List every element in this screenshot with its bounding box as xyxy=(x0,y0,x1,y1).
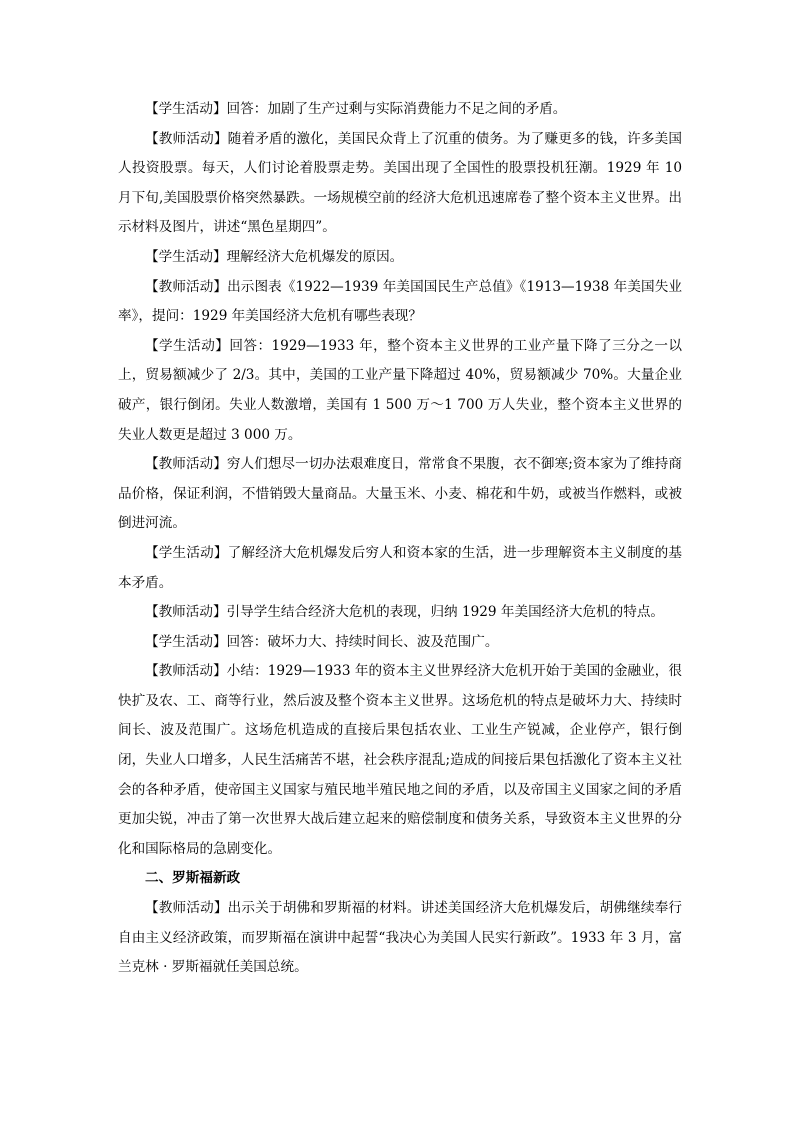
paragraph-teacher-guide-features: 【教师活动】引导学生结合经济大危机的表现，归纳 1929 年美国经济大危机的特点。 xyxy=(145,604,665,621)
paragraph-teacher-charts-question: 【教师活动】出示图表《1922—1939 年美国国民生产总值》《1913—1938 年美国失业率》，提问：1929 年美国经济大危机有哪些表现？ xyxy=(118,278,682,325)
paragraph-student-answer-1: 【学生活动】回答：加剧了生产过剩与实际消费能力不足之间的矛盾。 xyxy=(145,101,567,117)
paragraph-teacher-roosevelt: 【教师活动】出示关于胡佛和罗斯福的材料。讲述美国经济大危机爆发后，胡佛继续奉行自由主义经济政策，而罗斯福在演讲中起誓“我决心为美国人民实行新政”。1933 年 3 月，富兰克林 · 罗斯福就任美国总统。 xyxy=(118,900,682,976)
paragraph-student-answer-features: 【学生活动】回答：破坏力大、持续时间长、波及范围广。 xyxy=(145,633,499,650)
paragraph-teacher-stock-crash: 【教师活动】随着矛盾的激化，美国民众背上了沉重的债务。为了赚更多的钱，许多美国人投资股票。每天，人们讨论着股票走势。美国出现了全国性的股票投机狂潮。1929 年 10 月下旬,美国股票价格突然暴跌。一场规模空前的经济大危机迅速席卷了整个资本主义世界。出示材料及图片，讲述“黑色星期四”。 xyxy=(118,130,682,236)
paragraph-student-understand-cause: 【学生活动】理解经济大危机爆发的原因。 xyxy=(145,248,404,265)
document-body xyxy=(118,95,682,983)
section-heading: 二、罗斯福新政 xyxy=(145,870,241,887)
paragraph-teacher-summary: 【教师活动】小结：1929—1933 年的资本主义世界经济大危机开始于美国的金融业，很快扩及农、工、商等行业，然后波及整个资本主义世界。这场危机的特点是破坏力大、持续时间长、波及范围广。这场危机造成的直接后果包括农业、工业生产锐减，企业停产，银行倒闭，失业人口增多，人民生活痛苦不堪，社会秩序混乱;造成的间接后果包括激化了资本主义社会的各种矛盾，使帝国主义国家与殖民地半殖民地之间的矛盾，以及帝国主义国家之间的矛盾更加尖锐，冲击了第一次世界大战后建立起来的赔偿制度和债务关系，导致资本主义世界的分化和国际格局的急剧变化。 xyxy=(118,663,682,857)
paragraph-teacher-poor-and-capitalists: 【教师活动】穷人们想尽一切办法艰难度日，常常食不果腹，衣不御寒;资本家为了维持商品价格，保证利润，不惜销毁大量商品。大量玉米、小麦、棉花和牛奶，或被当作燃料，或被倒进河流。 xyxy=(118,456,682,532)
paragraph-student-answer-manifestations: 【学生活动】回答：1929—1933 年，整个资本主义世界的工业产量下降了三分之一以上，贸易额减少了 2/3。其中，美国的工业产量下降超过 40%，贸易额减少 70%。大量企业破产，银行倒闭。失业人数激增，美国有 1 500 万～1 700 万人失业，整个资本主义世界的失业人数更是超过 3 000 万。 xyxy=(118,337,682,443)
paragraph-student-basic-contradiction: 【学生活动】了解经济大危机爆发后穷人和资本家的生活，进一步理解资本主义制度的基本矛盾。 xyxy=(118,544,682,591)
